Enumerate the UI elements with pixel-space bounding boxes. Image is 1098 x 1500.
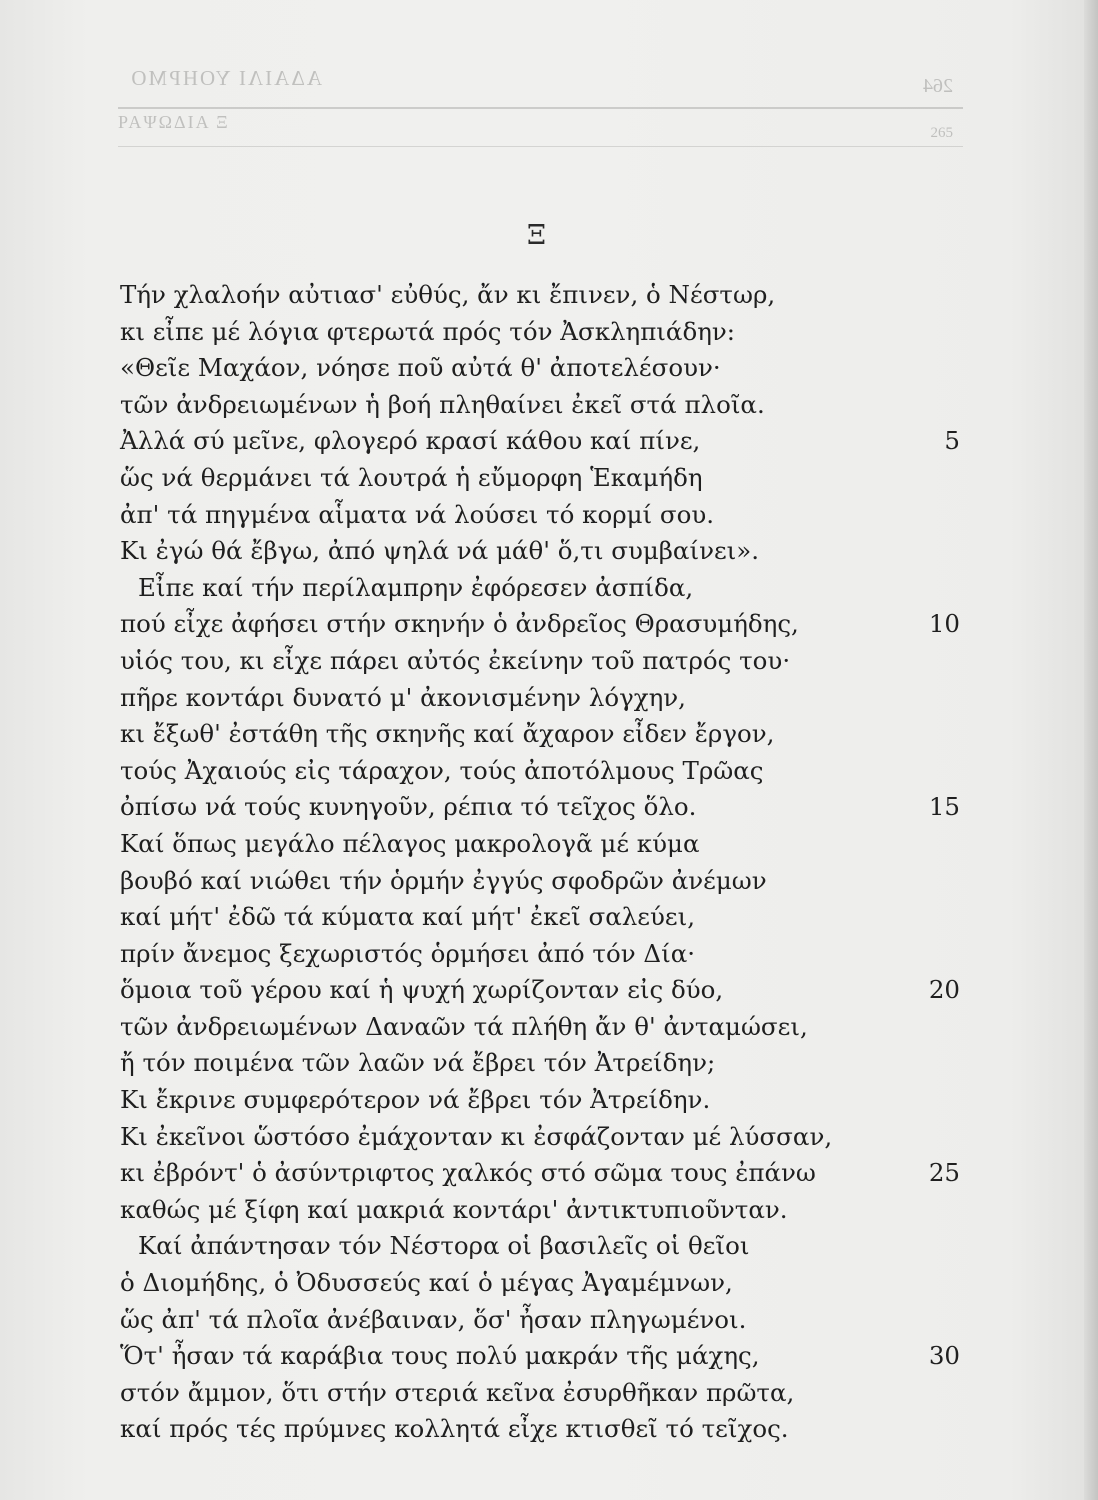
verse-text: Κι ἐκεῖνοι ὥστόσο ἐμάχονταν κι ἐσφάζονταν μέ λύσσαν, xyxy=(120,1121,833,1151)
verse-text: Τήν χλαλοήν αὐτιασ' εὐθύς, ἄν κι ἔπινεν, ὁ Νέστωρ, xyxy=(120,280,776,309)
verse-line xyxy=(120,1265,960,1302)
bleed-through-running-header: ΑΔΑΙΛΙ ΥΟΗΡΜΟ xyxy=(129,66,322,90)
verse-text: κι εἶπε μέ λόγια φτερωτά πρός τόν Ἀσκληπιάδην: xyxy=(120,316,736,346)
verse-line xyxy=(120,1192,960,1229)
verse-line xyxy=(120,680,960,717)
verse-line xyxy=(120,1411,960,1448)
verse-line xyxy=(120,387,960,424)
verse-line xyxy=(120,1338,960,1375)
verse-line xyxy=(120,936,960,973)
verse-text: Εἶπε καί τήν περίλαμπρην ἐφόρεσεν ἀσπίδα, xyxy=(138,572,694,602)
verse-text: κι ἔξωθ' ἐστάθη τῆς σκηνῆς καί ἄχαρον εἶδεν ἔργον, xyxy=(120,719,775,749)
verse-text: ὀπίσω νά τούς κυνηγοῦν, ρέπια τό τεῖχος ὅλο. xyxy=(120,792,697,822)
verse-line xyxy=(120,497,960,534)
verse-text: τῶν ἀνδρειωμένων ἡ βοή πληθαίνει ἐκεῖ στά πλοῖα. xyxy=(120,389,765,419)
verse-line xyxy=(120,899,960,936)
verse-line xyxy=(120,716,960,753)
bleed-through-rule xyxy=(118,107,963,109)
line-number: 5 xyxy=(944,426,960,456)
verse-line xyxy=(120,1302,960,1339)
verse-line xyxy=(120,1228,960,1265)
bleed-through-sub-number: 265 xyxy=(930,125,953,141)
verse-line xyxy=(120,789,960,826)
verse-text: πού εἶχε ἀφήσει στήν σκηνήν ὁ ἀνδρεῖος Θρασυμήδης, xyxy=(120,609,799,639)
verse-line xyxy=(120,863,960,900)
bleed-through-subheader: ΡΑΨΩΔΙΑ Ξ xyxy=(118,112,230,132)
verse-text: στόν ἄμμον, ὅτι στήν στεριά κεῖνα ἐσυρθῆκαν πρῶτα, xyxy=(120,1377,795,1407)
verse-text: βουβό καί νιώθει τήν ὁρμήν ἐγγύς σφοδρῶν ἀνέμων xyxy=(120,865,767,895)
verse-line xyxy=(120,1045,960,1082)
line-number: 10 xyxy=(928,609,960,639)
verse-line xyxy=(120,826,960,863)
verse-line xyxy=(120,460,960,497)
verse-line xyxy=(120,350,960,387)
verse-line xyxy=(120,570,960,607)
verse-line xyxy=(120,606,960,643)
verse-text: Καί ἀπάντησαν τόν Νέστορα οἱ βασιλεῖς οἱ θεῖοι xyxy=(138,1231,750,1261)
verse-text: Κι ἐγώ θά ἔβγω, ἀπό ψηλά νά μάθ' ὅ,τι συμβαίνει». xyxy=(120,536,760,566)
verse-line xyxy=(120,1082,960,1119)
bleed-through-rule-2 xyxy=(118,146,963,147)
verse-text: τῶν ἀνδρειωμένων Δαναῶν τά πλήθη ἄν θ' ἀνταμώσει, xyxy=(120,1011,808,1041)
verse-line xyxy=(120,277,960,314)
verse-line xyxy=(120,1155,960,1192)
verse-line xyxy=(120,1375,960,1412)
line-number: 30 xyxy=(928,1341,960,1371)
bleed-through-page-number: 264 xyxy=(923,75,953,97)
verse-text: «Θεῖε Μαχάον, νόησε ποῦ αὐτά θ' ἀποτελέσουν· xyxy=(120,353,721,383)
verse-text: ὥς νά θερμάνει τά λουτρά ἡ εὔμορφη Ἑκαμήδη xyxy=(120,462,703,492)
verse-text: Ἀλλά σύ μεῖνε, φλογερό κρασί κάθου καί πίνε, xyxy=(120,426,701,456)
verse-text: πῆρε κοντάρι δυνατό μ' ἀκονισμένην λόγχην, xyxy=(120,682,686,712)
verse-text: Ὅτ' ἦσαν τά καράβια τους πολύ μακράν τῆς μάχης, xyxy=(120,1341,760,1371)
line-number: 25 xyxy=(928,1158,960,1188)
verse-text: κι ἐβρόντ' ὁ ἀσύντριφτος χαλκός στό σῶμα τους ἐπάνω xyxy=(120,1158,816,1188)
verse-text: ὥς ἀπ' τά πλοῖα ἀνέβαιναν, ὅσ' ἦσαν πληγωμένοι. xyxy=(120,1304,747,1334)
verse-text: ἤ τόν ποιμένα τῶν λαῶν νά ἔβρει τόν Ἀτρείδην; xyxy=(120,1048,716,1078)
verse-line xyxy=(120,314,960,351)
verse-text: καί πρός τές πρύμνες κολλητά εἶχε κτισθεῖ τό τεῖχος. xyxy=(120,1414,789,1444)
verse-text: ἀπ' τά πηγμένα αἷματα νά λούσει τό κορμί σου. xyxy=(120,499,715,529)
rhapsody-heading: Ξ xyxy=(527,220,546,251)
poem-text xyxy=(120,277,960,1448)
verse-text: υἱός του, κι εἶχε πάρει αὐτός ἐκείνην τοῦ πατρός του· xyxy=(120,645,791,675)
verse-line xyxy=(120,972,960,1009)
verse-text: Καί ὅπως μεγάλο πέλαγος μακρολογᾶ μέ κύμα xyxy=(120,828,700,858)
page-edge-shadow xyxy=(1084,0,1098,1500)
verse-line xyxy=(120,1119,960,1156)
verse-line xyxy=(120,533,960,570)
verse-text: Κι ἔκρινε συμφερότερον νά ἔβρει τόν Ἀτρείδην. xyxy=(120,1085,711,1115)
verse-text: τούς Ἀχαιούς εἰς τάραχον, τούς ἀποτόλμους Τρῶας xyxy=(120,755,764,785)
verse-text: καί μήτ' ἐδῶ τά κύματα καί μήτ' ἐκεῖ σαλεύει, xyxy=(120,902,695,932)
verse-line xyxy=(120,1009,960,1046)
line-number: 15 xyxy=(928,792,960,822)
verse-line xyxy=(120,643,960,680)
verse-text: καθώς μέ ξίφη καί μακριά κοντάρι' ἀντικτυπιοῦνταν. xyxy=(120,1194,788,1224)
line-number: 20 xyxy=(928,975,960,1005)
verse-line xyxy=(120,423,960,460)
verse-text: ὁ Διομήδης, ὁ Ὀδυσσεύς καί ὁ μέγας Ἀγαμέμνων, xyxy=(120,1268,733,1298)
verse-line xyxy=(120,753,960,790)
verse-text: ὅμοια τοῦ γέρου καί ἡ ψυχή χωρίζονταν εἰς δύο, xyxy=(120,975,724,1005)
verse-text: πρίν ἄνεμος ξεχωριστός ὁρμήσει ἀπό τόν Δία· xyxy=(120,938,696,968)
